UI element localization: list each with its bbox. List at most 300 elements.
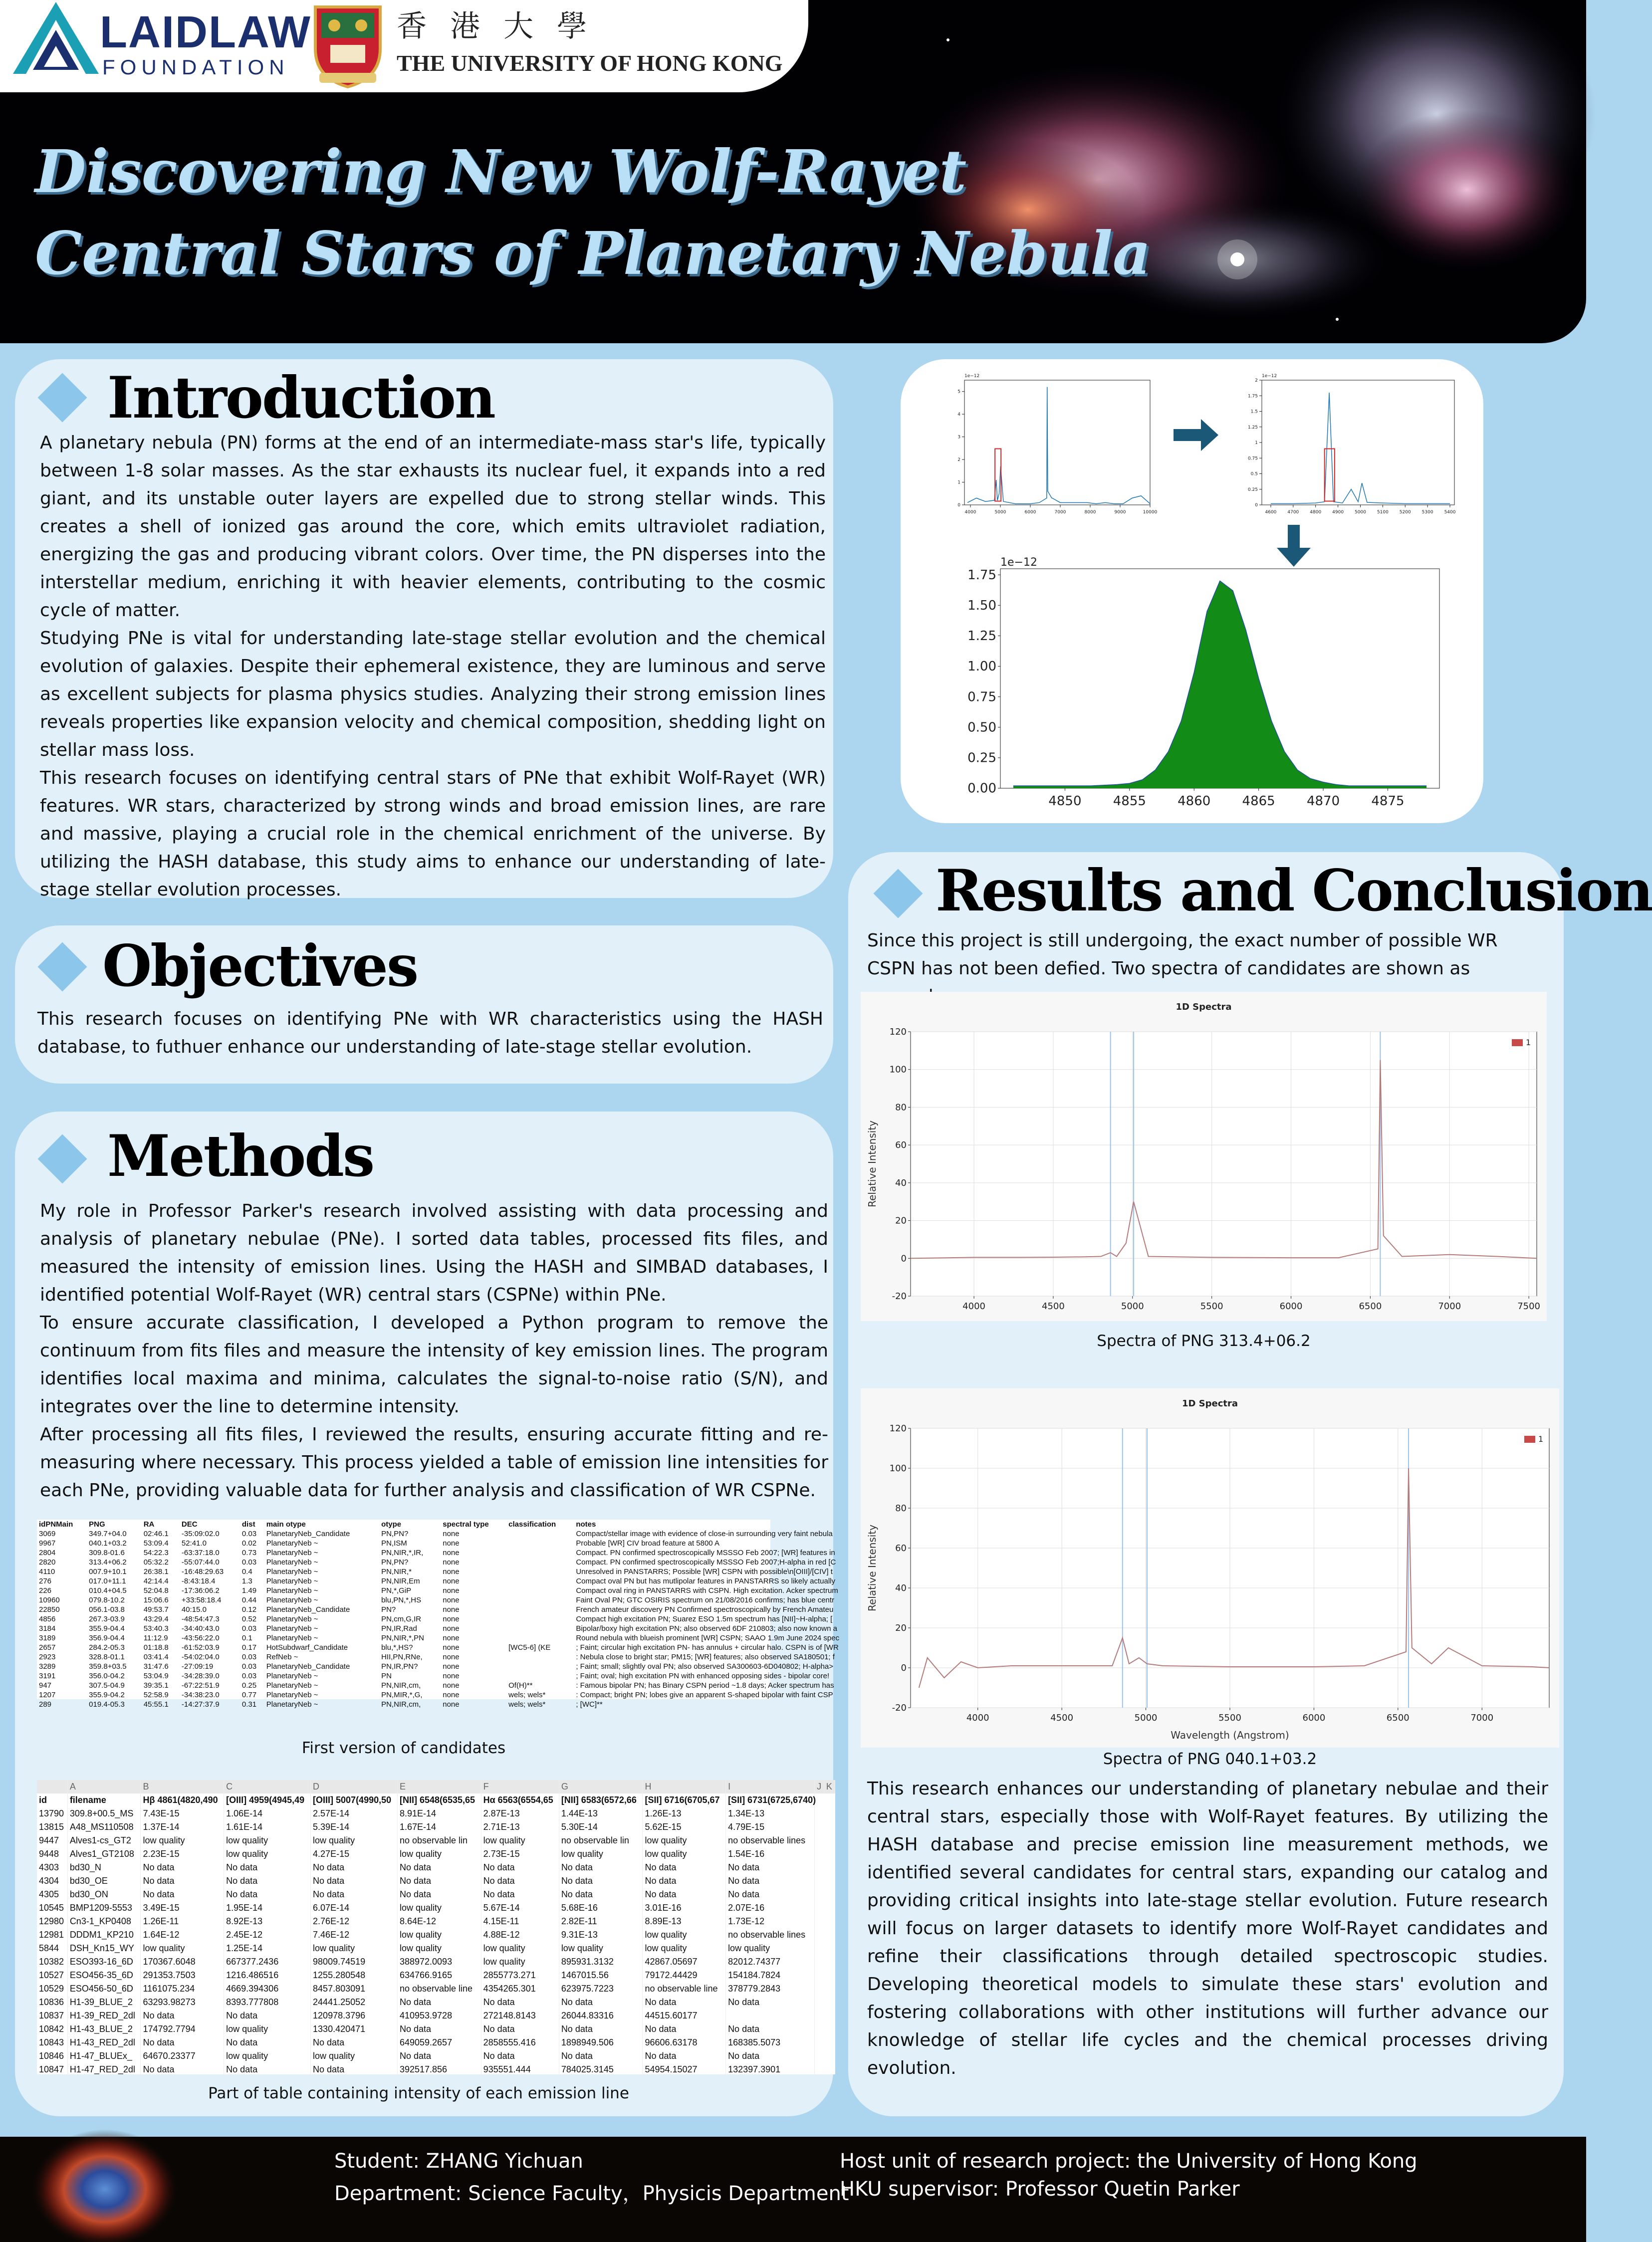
hku-crest-icon: [310, 3, 385, 89]
table-cell: 349.7+04.0: [89, 1530, 127, 1538]
table-cell: 1.73E-12: [726, 1915, 815, 1928]
table-cell: 1.54E-16: [726, 1847, 815, 1861]
table-cell: wels; wels*: [508, 1700, 546, 1709]
table-cell: ; Faint; oval; high excitation PN with enhanced opposing sides - bipolar core!: [576, 1672, 830, 1680]
table-cell: 52:58.9: [143, 1691, 169, 1699]
table-cell: [506, 1624, 574, 1633]
x-tick-label: 4500: [1050, 1713, 1074, 1723]
legend-label: 1: [1526, 1038, 1531, 1047]
table-cell: 267.3-03.9: [89, 1615, 125, 1623]
y-tick-label: 1.5: [1250, 409, 1258, 415]
table-cell: PlanetaryNeb ~: [266, 1568, 318, 1576]
laidlaw-name: LAIDLAW: [100, 7, 311, 57]
table-row: [37, 1614, 770, 1624]
table-cell: No data: [141, 1861, 224, 1874]
table-cell: [506, 1652, 574, 1662]
table-cell: -55:07:44.0: [181, 1558, 220, 1567]
table-cell: BMP1209-5553: [67, 1901, 141, 1915]
table-cell: H1-43_RED_2dl: [67, 2036, 141, 2049]
table-cell: low quality: [481, 1955, 559, 1969]
table-cell: [506, 1586, 574, 1595]
y-tick-label: 0: [901, 1663, 907, 1673]
table-cell: wels; wels*: [508, 1691, 546, 1699]
table-cell: 7.43E-15: [141, 1807, 224, 1820]
table-cell: 356.9-04.4: [89, 1634, 125, 1642]
table-cell: 13815: [37, 1820, 67, 1834]
table-cell: PN,IR,PN?: [381, 1662, 418, 1671]
table-cell: 1.44E-13: [559, 1807, 643, 1820]
table-cell: 03:41.4: [143, 1653, 169, 1661]
host-unit: Host unit of research project: the University of Hong Kong: [840, 2150, 1417, 2173]
table-cell: 10529: [37, 1982, 67, 1996]
table-header-cell: id: [37, 1794, 67, 1807]
table-cell: 623975.7223: [559, 1982, 643, 1996]
table-cell: low quality: [643, 1847, 726, 1861]
table-cell: none: [443, 1539, 460, 1548]
results-intro: Since this project is still undergoing, the exact number of possible WR CSPN has not been defied. Two spectra of candidates are shown as: [867, 930, 1498, 979]
table-cell: No data: [559, 1861, 643, 1874]
table-row: [37, 1847, 835, 1861]
table-row: [37, 1955, 835, 1969]
table-cell: 22850: [39, 1605, 60, 1614]
table-cell: 355.9-04.4: [89, 1624, 125, 1633]
table-cell: 1.64E-12: [141, 1928, 224, 1942]
table-header-cell: Hα 6563(6554,65: [481, 1794, 559, 1807]
table-cell: PN,IR,Rad: [381, 1624, 417, 1633]
table-cell: 13790: [37, 1807, 67, 1820]
x-tick-label: 10000: [1143, 510, 1158, 515]
x-tick-label: 5000: [994, 510, 1006, 515]
table-cell: 309.8+00.5_MS: [67, 1807, 141, 1820]
x-tick-label: 4000: [964, 510, 976, 515]
table-cell: Alves1-cs_GT2: [67, 1834, 141, 1847]
table-cell: blu,*,HS?: [381, 1643, 413, 1652]
table-cell: PlanetaryNeb ~: [266, 1586, 318, 1595]
table-cell: Compact. PN confirmed spectroscopically MSSSO Feb 2007;H-alpha in red [C: [576, 1558, 836, 1567]
plot-frame: [964, 380, 1150, 505]
table-cell: none: [443, 1605, 460, 1614]
table-cell: 2820: [39, 1558, 56, 1567]
y-tick-label: 0.00: [967, 781, 996, 796]
table-row: [37, 1624, 770, 1633]
table-cell: PlanetaryNeb ~: [266, 1624, 318, 1633]
table-cell: 01:18.8: [143, 1643, 169, 1652]
table-cell: -54:02:04.0: [181, 1653, 220, 1661]
table-cell: No data: [311, 1888, 398, 1901]
x-tick-label: 7000: [1054, 510, 1066, 515]
table-cell: no observable lin: [559, 1834, 643, 1847]
table-cell: low quality: [481, 1942, 559, 1955]
y-tick-label: 0.5: [1250, 471, 1258, 477]
y-tick-label: 2: [1255, 378, 1258, 383]
y-tick-label: 3: [957, 435, 960, 440]
table-cell: 4305: [37, 1888, 67, 1901]
department: Department: Science Faculty，Physicis Department: [334, 2182, 849, 2205]
table-header-cell: filename: [67, 1794, 141, 1807]
table-cell: 10836: [37, 1996, 67, 2009]
table-cell: 174792.7794: [141, 2022, 224, 2036]
y-tick-label: 1.75: [967, 567, 996, 583]
table-cell: Compact. PN confirmed spectroscopically MSSSO Feb 2007; [WR] features in: [576, 1549, 835, 1557]
y-tick-label: 0.25: [967, 750, 996, 766]
table-cell: 4110: [39, 1568, 55, 1576]
table-cell: 1.26E-13: [643, 1807, 726, 1820]
table-cell: 9448: [37, 1847, 67, 1861]
emission-line-table: [37, 1780, 835, 2074]
table-cell: 5.62E-15: [643, 1820, 726, 1834]
y-tick-label: 60: [895, 1543, 907, 1554]
table-cell: low quality: [311, 2049, 398, 2063]
table-cell: 8.92E-13: [224, 1915, 311, 1928]
table-cell: 289: [39, 1700, 52, 1709]
table-cell: No data: [559, 1996, 643, 2009]
table-cell: 8.64E-12: [397, 1915, 481, 1928]
table-cell: 1161075.234: [141, 1982, 224, 1996]
table-cell: 9447: [37, 1834, 67, 1847]
x-tick-label: 4600: [1265, 510, 1277, 515]
table-cell: 355.9-04.2: [89, 1691, 125, 1699]
helix-nebula-image: [0, 2137, 210, 2242]
table-row: [37, 1874, 835, 1888]
table-cell: 2.57E-14: [311, 1807, 398, 1820]
chart-title: 1D Spectra: [1181, 1398, 1238, 1409]
table-cell: low quality: [397, 1901, 481, 1915]
table-cell: ; Faint; circular high excitation PN- has annulus + circular halo. CSPN is of [WR: [576, 1643, 839, 1652]
table-cell: low quality: [224, 2049, 311, 2063]
y-tick-label: 0.50: [967, 720, 996, 735]
table-cell: : Compact; bright PN; lobes give an apparent S-shaped bipolar with faint CSP: [576, 1691, 833, 1699]
table-cell: No data: [559, 2049, 643, 2063]
table-cell: No data: [397, 1874, 481, 1888]
column-letter: [37, 1780, 67, 1794]
table-row: [37, 1888, 835, 1901]
table-cell: No data: [643, 1888, 726, 1901]
x-tick-label: 4700: [1287, 510, 1299, 515]
legend-label: 1: [1538, 1434, 1544, 1444]
table-cell: 4.27E-15: [311, 1847, 398, 1861]
column-letter: B: [141, 1780, 224, 1794]
table-cell: bd30_N: [67, 1861, 141, 1874]
table-cell: low quality: [643, 1834, 726, 1847]
table-cell: low quality: [481, 1834, 559, 1847]
table-cell: 42867.05697: [643, 1955, 726, 1969]
table-row: [37, 1643, 770, 1652]
introduction-paragraph: This research focuses on identifying central stars of PNe that exhibit Wolf-Rayet (WR) features. WR stars, characterized by strong winds and broad emission lines, are rare and massive, playing a crucial role in the chemical enrichment of the universe. By utilizing the HASH database, this study aims to enhance our understanding of late-stage stellar evolution processes.: [40, 768, 826, 900]
x-tick-label: 4000: [966, 1713, 989, 1723]
table-cell: No data: [224, 2063, 311, 2076]
table-cell: 947: [39, 1681, 52, 1690]
table-cell: -34:38:23.0: [181, 1691, 220, 1699]
table-cell: No data: [481, 2049, 559, 2063]
table-cell: 10527: [37, 1969, 67, 1982]
table-cell: No data: [559, 1874, 643, 1888]
table-cell: 168385.5073: [726, 2036, 815, 2049]
y-tick-label: 1.25: [1247, 425, 1258, 430]
table-cell: 2855773.271: [481, 1969, 559, 1982]
table-row: [37, 1700, 770, 1709]
table-cell: 328.8-01.1: [89, 1653, 125, 1661]
table-cell: -16:48:29.63: [181, 1568, 224, 1576]
table-cell: PN,MIR,*,G,: [381, 1691, 423, 1699]
results-card: [848, 852, 1652, 2116]
table-cell: No data: [643, 2022, 726, 2036]
table-cell: 0.03: [241, 1662, 257, 1671]
table-cell: 54954.15027: [643, 2063, 726, 2076]
objectives-card: [15, 925, 833, 1084]
table-cell: 24441.25052: [311, 1996, 398, 2009]
table-cell: 53:04.9: [143, 1672, 169, 1680]
table-row: [37, 2063, 835, 2076]
table-cell: No data: [726, 1996, 815, 2009]
table-cell: No data: [224, 2036, 311, 2049]
table-cell: PlanetaryNeb ~: [266, 1672, 318, 1680]
table-cell: 388972.0093: [397, 1955, 481, 1969]
table-cell: ESO456-35_6D: [67, 1969, 141, 1982]
table-cell: 10847: [37, 2063, 67, 2076]
table-cell: PN?: [381, 1605, 396, 1614]
table-row: [37, 1529, 770, 1539]
table-cell: 10960: [39, 1596, 60, 1604]
table-cell: 82012.74377: [726, 1955, 815, 1969]
y-axis-label: Relative Intensity: [866, 1524, 878, 1612]
y-tick-label: 1.50: [967, 598, 996, 613]
table-cell: 2.23E-15: [141, 1847, 224, 1861]
x-tick-label: 5300: [1421, 510, 1433, 515]
table-cell: No data: [141, 1874, 224, 1888]
table-cell: : Nebula close to bright star; PM15; [WR] features; also observed SA180501; f: [576, 1653, 835, 1661]
chart-zoom-spectrum: [1245, 369, 1459, 524]
table-cell: 31:47.6: [143, 1662, 169, 1671]
x-axis-label: Wavelength (Angstrom): [1171, 1729, 1289, 1741]
table-row: [37, 1567, 770, 1576]
table-row: [37, 1576, 770, 1586]
table-cell: 0.03: [241, 1624, 257, 1633]
table-cell: none: [443, 1549, 460, 1557]
axis-offset-label: 1e−12: [1000, 556, 1037, 569]
table-cell: 1.26E-11: [141, 1915, 224, 1928]
table-cell: 4.15E-11: [481, 1915, 559, 1928]
hku-chinese-name: 香 港 大 學: [397, 9, 594, 44]
table-cell: PN: [381, 1672, 392, 1680]
supervisor: HKU supervisor: Professor Quetin Parker: [840, 2178, 1240, 2201]
table-cell: 96606.63178: [643, 2036, 726, 2049]
table-cell: No data: [311, 1874, 398, 1888]
table-row: [37, 2036, 835, 2049]
table-cell: No data: [643, 1861, 726, 1874]
table-cell: 43:29.4: [143, 1615, 169, 1623]
table-cell: Alves1_GT2108: [67, 1847, 141, 1861]
table-cell: 284.2-05.3: [89, 1643, 125, 1652]
table-cell: none: [443, 1596, 460, 1604]
table-cell: 154184.7824: [726, 1969, 815, 1982]
chart-hbeta-profile: [950, 556, 1449, 813]
table-cell: 291353.7503: [141, 1969, 224, 1982]
table-cell: 0.03: [241, 1672, 257, 1680]
table-cell: 15:06.6: [143, 1596, 169, 1604]
table-cell: 784025.3145: [559, 2063, 643, 2076]
table-cell: PN,PN?: [381, 1558, 409, 1567]
diamond-icon: [38, 373, 87, 423]
table-cell: 0.52: [241, 1615, 257, 1623]
x-tick-label: 4865: [1242, 794, 1275, 809]
table-cell: low quality: [643, 1942, 726, 1955]
table-cell: 26044.83316: [559, 2009, 643, 2022]
table-cell: 0.4: [241, 1568, 252, 1576]
area-fill: [1013, 581, 1426, 788]
table-cell: 52:41.0: [181, 1539, 207, 1548]
table-cell: 1207: [39, 1691, 56, 1699]
table-cell: 1467015.56: [559, 1969, 643, 1982]
logo-bar: [0, 0, 808, 92]
table-cell: No data: [224, 2009, 311, 2022]
chart-spectrum-313: [861, 992, 1547, 1321]
table-cell: [506, 1671, 574, 1681]
table-cell: 378779.2843: [726, 1982, 815, 1996]
y-tick-label: 20: [895, 1623, 907, 1633]
table-cell: 5.68E-16: [559, 1901, 643, 1915]
table-cell: HotSubdwarf_Candidate: [266, 1643, 348, 1652]
table-cell: Compact/stellar image with evidence of close-in surrounding very faint nebula: [576, 1530, 833, 1538]
table-cell: 4.88E-12: [481, 1928, 559, 1942]
table-cell: low quality: [559, 1942, 643, 1955]
table-cell: 226: [39, 1586, 52, 1595]
table-cell: none: [443, 1643, 460, 1652]
column-letter: I: [726, 1780, 815, 1794]
table-cell: PlanetaryNeb ~: [266, 1700, 318, 1709]
table-row: [37, 1834, 835, 1847]
table-cell: 1.3: [241, 1577, 252, 1585]
table-cell: [506, 1662, 574, 1671]
table-cell: 132397.3901: [726, 2063, 815, 2076]
table-cell: No data: [643, 2049, 726, 2063]
table-cell: low quality: [141, 1834, 224, 1847]
y-tick-label: 40: [895, 1177, 907, 1188]
table-cell: PlanetaryNeb ~: [266, 1549, 318, 1557]
table-cell: 10545: [37, 1901, 67, 1915]
x-tick-label: 5400: [1444, 510, 1456, 515]
x-tick-label: 4870: [1306, 794, 1340, 809]
x-tick-label: 9000: [1114, 510, 1126, 515]
table-cell: low quality: [224, 1847, 311, 1861]
table-cell: -14:27:37.9: [181, 1700, 220, 1709]
table-cell: PlanetaryNeb_Candidate: [266, 1605, 350, 1614]
table-cell: none: [443, 1634, 460, 1642]
table-cell: 02:46.1: [143, 1530, 169, 1538]
y-tick-label: 4: [957, 412, 960, 418]
table-cell: HII,PN,RNe,: [381, 1653, 423, 1661]
table-cell: none: [443, 1558, 460, 1567]
table-cell: 8.89E-13: [643, 1915, 726, 1928]
table-cell: none: [443, 1530, 460, 1538]
poster-title: Discovering New Wolf-Rayet Central Stars of Planetary Nebula: [35, 137, 1151, 288]
table-cell: 42:14.4: [143, 1577, 169, 1585]
table-row: [37, 1861, 835, 1874]
column-letter: G: [559, 1780, 643, 1794]
table-cell: [506, 1548, 574, 1558]
y-tick-label: 0.75: [1247, 456, 1258, 461]
table-cell: low quality: [397, 1942, 481, 1955]
y-tick-label: -20: [892, 1291, 907, 1302]
table-cell: 634766.9165: [397, 1969, 481, 1982]
x-tick-label: 5500: [1218, 1713, 1241, 1723]
x-tick-label: 4000: [962, 1301, 985, 1312]
table-cell: 5.30E-14: [559, 1820, 643, 1834]
table-cell: none: [443, 1615, 460, 1623]
table-cell: 2.45E-12: [224, 1928, 311, 1942]
table-cell: No data: [397, 2049, 481, 2063]
candidates-table-caption: First version of candidates: [301, 1739, 506, 1757]
table-header-cell: idPNMain: [39, 1520, 73, 1529]
table-cell: 1.49: [241, 1586, 257, 1595]
table-cell: 0.03: [241, 1558, 257, 1567]
table-cell: PlanetaryNeb ~: [266, 1577, 318, 1585]
table-cell: 2657: [39, 1643, 56, 1652]
table-row: [37, 1662, 770, 1671]
table-cell: No data: [224, 1874, 311, 1888]
table-cell: H1-47_RED_2dl: [67, 2063, 141, 2076]
table-cell: No data: [311, 1861, 398, 1874]
y-tick-label: 120: [889, 1423, 907, 1434]
table-cell: 98009.74519: [311, 1955, 398, 1969]
table-row: [37, 1558, 770, 1567]
hku-english-name: THE UNIVERSITY OF HONG KONG: [397, 50, 783, 76]
table-cell: 7.46E-12: [311, 1928, 398, 1942]
diamond-icon: [874, 869, 923, 918]
methods-text: [40, 1197, 828, 1505]
table-cell: 935551.444: [481, 2063, 559, 2076]
table-cell: No data: [481, 1996, 559, 2009]
table-cell: 3191: [39, 1672, 56, 1680]
table-cell: No data: [224, 1888, 311, 1901]
table-cell: 05:32.2: [143, 1558, 169, 1567]
table-header-cell: PNG: [89, 1520, 105, 1529]
x-tick-label: 5000: [1134, 1713, 1158, 1723]
table-cell: 10382: [37, 1955, 67, 1969]
table-cell: No data: [726, 1861, 815, 1874]
table-cell: -61:52:03.9: [181, 1643, 220, 1652]
table-cell: Bipolar/boxy high excitation PN; also observed 6DF 210803; also now known a: [576, 1624, 837, 1633]
table-row: [37, 1820, 835, 1834]
methods-card: [15, 1112, 840, 2116]
table-cell: No data: [726, 1874, 815, 1888]
x-tick-label: 4500: [1042, 1301, 1065, 1312]
table-cell: Round nebula with blueish prominent [WR] CSPN; SAAO 1.9m June 2024 spec: [576, 1634, 840, 1642]
legend-swatch: [1512, 1039, 1523, 1046]
table-cell: 667377.2436: [224, 1955, 311, 1969]
table-cell: 019.4-05.3: [89, 1700, 125, 1709]
table-cell: 3.49E-15: [141, 1901, 224, 1915]
x-tick-label: 6500: [1386, 1713, 1410, 1723]
table-cell: 017.0+11.1: [89, 1577, 126, 1585]
table-cell: Of(H)**: [508, 1681, 533, 1690]
y-tick-label: 80: [895, 1503, 907, 1514]
table-cell: PlanetaryNeb_Candidate: [266, 1530, 350, 1538]
table-cell: 4303: [37, 1861, 67, 1874]
table-cell: H1-47_BLUEx_: [67, 2049, 141, 2063]
table-cell: 392517.856: [397, 2063, 481, 2076]
table-cell: low quality: [224, 2022, 311, 2036]
table-cell: 3184: [39, 1624, 56, 1633]
table-row: [37, 1690, 770, 1700]
candidates-table: [37, 1520, 840, 1709]
table-cell: none: [443, 1624, 460, 1633]
table-cell: none: [443, 1681, 460, 1690]
table-row: [37, 1982, 835, 1996]
column-letter: A: [67, 1780, 141, 1794]
methods-paragraph: My role in Professor Parker's research involved assisting with data processing and analysis of planetary nebulae (PNe). I sorted data tables, processed fits files, and measured the intensity of emission lines. Using the HASH and SIMBAD databases, I identified potential Wolf-Rayet (WR) central stars (CSPNe) within PNe.: [40, 1201, 828, 1305]
table-cell: 307.5-04.9: [89, 1681, 125, 1690]
methods-paragraph: To ensure accurate classification, I developed a Python program to remove the continuum from fits files and measure the intensity of key emission lines. The program identifies local maxima and minima, calculates the signal-to-noise ratio (S/N), and integrates over the line to determine intensity.: [40, 1313, 828, 1417]
